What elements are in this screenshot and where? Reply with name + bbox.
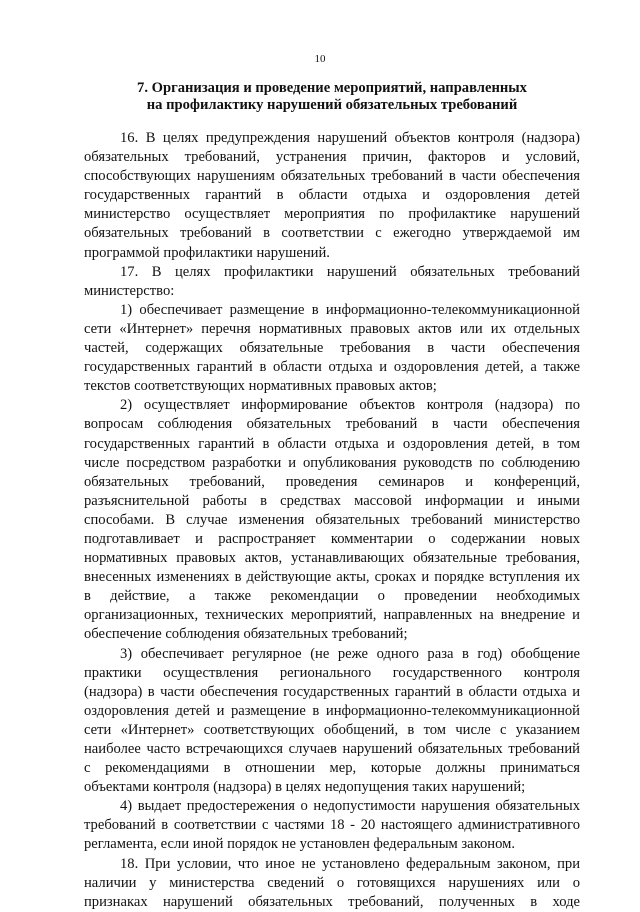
document-body [84, 129, 580, 912]
paragraph-line: внесенных изменениях в действующие акты, сроках и порядке вступления их [84, 569, 580, 586]
paragraph-line: государственных гарантий в области отдыха и оздоровления детей, в том [84, 435, 580, 452]
paragraph-line: способами. В случае изменения обязательных требований министерство [84, 511, 580, 528]
paragraph-line: обязательных требований в соответствии с ежегодно утверждаемой им [84, 225, 580, 242]
paragraph-line: объектами контроля (надзора) в целях недопущения таких нарушений; [84, 779, 526, 796]
heading-line: 7. Организация и проведение мероприятий, направленных [137, 80, 527, 96]
paragraph-line: сети «Интернет» соответствующих обобщений, в том числе с указанием [84, 721, 580, 738]
paragraph-line: регламента, если иной порядок не установлен федеральным законом. [84, 836, 515, 853]
paragraph-line: государственных гарантий в области отдыха и оздоровления детей [84, 187, 580, 204]
paragraph [84, 855, 580, 912]
paragraph-line: (надзора) в части обеспечения государственных гарантий в области отдыха и [84, 683, 580, 700]
paragraph [84, 645, 580, 798]
paragraph-line: подготавливает и распространяет комментарии о содержании новых [84, 530, 580, 547]
paragraph [84, 129, 580, 263]
paragraph [84, 263, 580, 301]
paragraph-line: наличии у министерства сведений о готовящихся нарушениях или о [84, 874, 580, 891]
paragraph-line: организационных, технических мероприятий, направленных на внедрение и [84, 607, 580, 624]
paragraph-line: министерство осуществляет мероприятия по профилактике нарушений [84, 206, 580, 223]
paragraph-line: обязательных требований, устранения причин, факторов и условий, [84, 149, 580, 166]
paragraph-line: в действие, а также рекомендации о проведении необходимых [84, 588, 580, 605]
paragraph-line: 16. В целях предупреждения нарушений объектов контроля (надзора) [120, 130, 580, 146]
heading-line: на профилактику нарушений обязательных требований [146, 97, 518, 113]
paragraph-line: 18. При условии, что иное не установлено федеральным законом, при [120, 855, 580, 872]
paragraph-line: 2) осуществляет информирование объектов контроля (надзора) по [120, 397, 580, 414]
paragraph-line: практики осуществления регионального государственного контроля [84, 664, 580, 681]
paragraph-line: обязательных требований, проведения семинаров и конференций, [84, 473, 580, 490]
paragraph-line: 1) обеспечивает размещение в информационно-телекоммуникационной [120, 301, 580, 318]
paragraph-line: разъяснительной работы в средствах массовой информации и иными [84, 492, 580, 509]
paragraph-line: наиболее часто встречающихся случаев нарушений обязательных требований [84, 741, 580, 757]
paragraph-line: 3) обеспечивает регулярное (не реже одного раза в год) обобщение [120, 645, 580, 662]
paragraph-line: сети «Интернет» перечня нормативных правовых актов или их отдельных [84, 320, 580, 337]
paragraph-line: с рекомендациями в отношении мер, которые должны приниматься [84, 760, 580, 777]
paragraph [84, 301, 580, 396]
paragraph-line: оздоровления детей и размещение в информационно-телекоммуникационной [84, 702, 580, 719]
paragraph-line: частей, содержащих обязательные требования в части обеспечения [84, 340, 580, 357]
paragraph-line: способствующих нарушениям обязательных требований в части обеспечения [84, 168, 580, 185]
paragraph-line: числе посредством разработки и опубликования руководств по соблюдению [84, 454, 580, 471]
section-heading [84, 80, 580, 114]
paragraph-line: текстов соответствующих нормативных правовых актов; [84, 378, 437, 395]
paragraph [84, 797, 580, 854]
paragraph-line: вопросам соблюдения обязательных требований в части обеспечения [84, 416, 580, 433]
paragraph-line: министерство: [84, 282, 175, 299]
paragraph-line: признаках нарушений обязательных требований, полученных в ходе [84, 893, 580, 910]
paragraph-line: 4) выдает предостережения о недопустимости нарушения обязательных [120, 798, 580, 815]
paragraph-line: нормативных правовых актов, устанавливающих обязательные требования, [84, 550, 580, 567]
paragraph-line: 17. В целях профилактики нарушений обязательных требований [120, 263, 580, 280]
paragraph-line: программой профилактики нарушений. [84, 244, 330, 261]
paragraph-line: обеспечение соблюдения обязательных требований; [84, 626, 408, 643]
paragraph-line: требований в соответствии с частями 18 - 20 настоящего административного [84, 817, 580, 834]
page-number: 10 [314, 53, 326, 65]
paragraph [84, 396, 580, 644]
paragraph-line: государственных гарантий в области отдыха и оздоровления детей, а также [84, 359, 580, 376]
